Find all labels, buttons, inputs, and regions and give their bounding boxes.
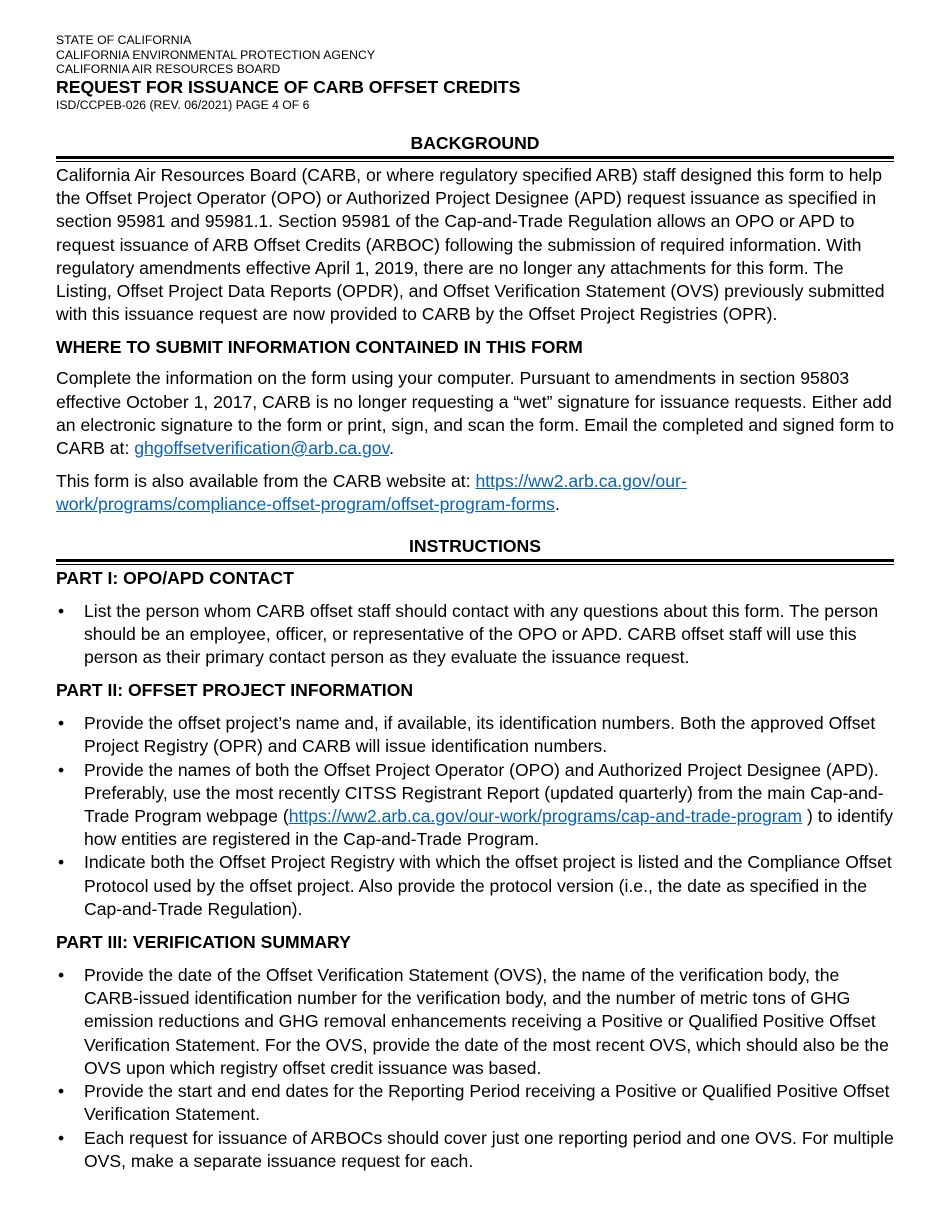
list-item	[56, 964, 896, 1080]
list-item	[56, 600, 896, 670]
list-item-text: Provide the offset project’s name and, if available, its identification numbers. Both the approved Offset Project Registry (OPR) and CARB will issue identification numbers.	[84, 713, 876, 757]
submit-email-link[interactable]: ghgoffsetverification@arb.ca.gov	[134, 438, 390, 459]
website-link[interactable]: https://ww2.arb.ca.gov/our-work/programs/compliance-offset-program/offset-program-forms	[56, 471, 687, 515]
list-item	[56, 712, 896, 758]
bullet-icon: •	[58, 600, 65, 621]
website-paragraph	[56, 470, 896, 516]
bullet-icon: •	[58, 965, 65, 986]
part1-heading: PART I: OPO/APD CONTACT	[56, 567, 294, 588]
list-item	[56, 1080, 896, 1126]
part2-heading: PART II: OFFSET PROJECT INFORMATION	[56, 680, 414, 701]
list-item	[56, 759, 896, 852]
list-item-text: ) to identify how entities are registered in the Cap-and-Trade Program.	[84, 806, 894, 850]
board-name: CALIFORNIA AIR RESOURCES BOARD	[56, 62, 281, 76]
agency-name: CALIFORNIA ENVIRONMENTAL PROTECTION AGENCY	[56, 47, 376, 62]
background-heading: BACKGROUND	[410, 133, 540, 153]
form-header	[56, 33, 894, 112]
background-paragraph: California Air Resources Board (CARB, or where regulatory specified ARB) staff designed this form to help the Offset Project Operator (OPO) or Authorized Project Designee (APD) request issuance as specified in section 95981 and 95981.1. Section 95981 of the Cap-and-Trade Regulation allows an OPO or APD to request issuance of ARB Offset Credits (ARBOC) following the submission of required information. With regulatory amendments effective April 1, 2019, there are no longer any attachments for this form. The Listing, Offset Project Data Reports (OPDR), and Offset Verification Statement (OVS) previously submitted with this issuance request are now provided to CARB by the Offset Project Registries (OPR).	[56, 165, 885, 325]
list-item	[56, 1127, 896, 1173]
form-title: REQUEST FOR ISSUANCE OF CARB OFFSET CREDITS	[56, 76, 521, 97]
list-item-text: Provide the date of the Offset Verification Statement (OVS), the name of the verification body, the CARB-issued identification number for the verification body, and the number of metric tons of GHG emission reductions and GHG removal enhancements receiving a Positive or Qualified Positive Offset Verification Statement. For the OVS, provide the date of the most recent OVS, which should also be the OVS upon which registry offset credit issuance was based.	[84, 965, 889, 1078]
submit-text: Complete the information on the form using your computer. Pursuant to amendments in section 95803 effective October 1, 2017, CARB is no longer requesting a “wet” signature for issuance requests. Either add an electronic signature to the form or print, sign, and scan the form. Email the completed and signed form to CARB at:	[56, 368, 895, 459]
part1-list	[56, 600, 896, 670]
bullet-icon: •	[58, 852, 65, 873]
state-name: STATE OF CALIFORNIA	[56, 33, 192, 47]
website-period: .	[554, 494, 560, 515]
list-item-text: Indicate both the Offset Project Registry with which the offset project is listed and the Compliance Offset Protocol used by the offset project. Also provide the protocol version (i.e., the date as specified in the Cap-and-Trade Regulation).	[84, 852, 892, 919]
submit-heading: WHERE TO SUBMIT INFORMATION CONTAINED IN THIS FORM	[56, 337, 583, 358]
section-divider	[56, 156, 894, 159]
submit-email-period: .	[389, 438, 394, 459]
part3-list	[56, 964, 896, 1173]
section-divider	[56, 559, 894, 562]
cap-and-trade-link[interactable]: https://ww2.arb.ca.gov/our-work/programs/cap-and-trade-program	[288, 806, 803, 827]
bullet-icon: •	[58, 713, 65, 734]
list-item-text: Provide the start and end dates for the Reporting Period receiving a Positive or Qualified Positive Offset Verification Statement.	[84, 1081, 890, 1125]
form-id: ISD/CCPEB-026 (REV. 06/2021) PAGE 4 OF 6	[56, 97, 310, 112]
part3-heading: PART III: VERIFICATION SUMMARY	[56, 932, 351, 953]
bullet-icon: •	[58, 1127, 65, 1148]
submit-paragraph	[56, 367, 896, 460]
part2-list	[56, 712, 896, 921]
list-item-text: Provide the names of both the Offset Project Operator (OPO) and Authorized Project Designee (APD). Preferably, use the most recently CITSS Registrant Report (updated quarterly) from the main Cap-and-Trade Program webpage (	[84, 759, 884, 827]
list-item-text: List the person whom CARB offset staff should contact with any questions about this form. The person should be an employee, officer, or representative of the OPO or APD. CARB offset staff will use this person as their primary contact person as they evaluate the issuance request.	[84, 600, 879, 668]
website-text: This form is also available from the CARB website at:	[56, 471, 476, 492]
bullet-icon: •	[58, 1081, 65, 1102]
list-item	[56, 851, 896, 921]
instructions-heading: INSTRUCTIONS	[409, 535, 541, 556]
bullet-icon: •	[58, 759, 65, 780]
list-item-text: Each request for issuance of ARBOCs should cover just one reporting period and one OVS. For multiple OVS, make a separate issuance request for each.	[84, 1127, 894, 1171]
